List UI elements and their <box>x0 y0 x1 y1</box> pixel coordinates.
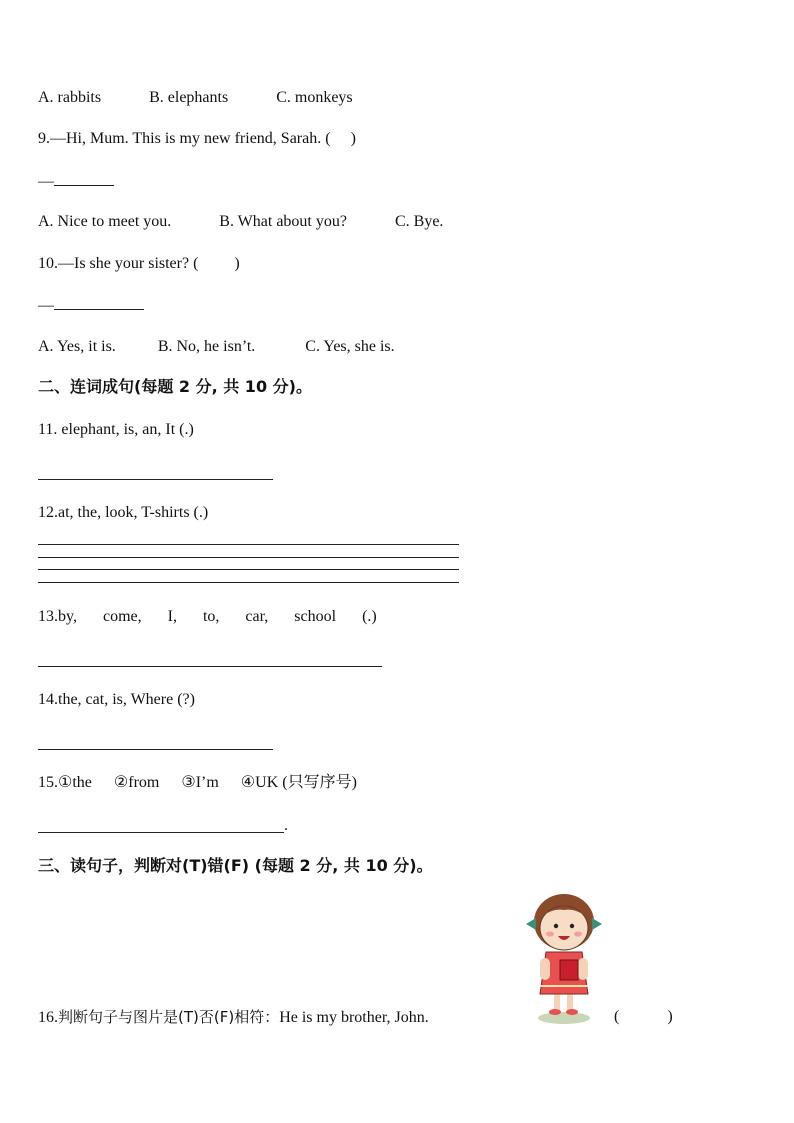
q12-prompt: 12.at, the, look, T-shirts (.) <box>38 504 209 521</box>
q16-answer-bracket[interactable]: ( ) <box>614 1008 673 1025</box>
q13-word-1: 13.by, <box>38 608 77 625</box>
q12-writing-line-1[interactable] <box>38 544 459 545</box>
q9-answer-line <box>38 171 114 192</box>
q13-answer-line[interactable] <box>38 666 382 667</box>
q16-number: 16. <box>38 1009 58 1026</box>
q14-answer-line[interactable] <box>38 749 273 750</box>
q10-answer-blank[interactable] <box>54 295 144 310</box>
q10-option-a[interactable]: A. Yes, it is. <box>38 338 116 355</box>
q12-writing-line-3[interactable] <box>38 569 459 570</box>
q16-instruction: 判断句子与图片是(T)否(F)相符： <box>58 1008 280 1026</box>
q13-word-7: (.) <box>362 608 377 625</box>
q9-answer-blank[interactable] <box>54 171 114 186</box>
q9-option-c[interactable]: C. Bye. <box>394 213 444 230</box>
q15-prompt <box>38 773 357 793</box>
q10-dash: — <box>38 297 54 314</box>
q9-option-a[interactable]: A. Nice to meet you. <box>38 213 172 230</box>
q10-option-c[interactable]: C. Yes, she is. <box>305 338 395 355</box>
q8-options <box>38 88 353 108</box>
q16-sentence: He is my brother, John. <box>279 1009 429 1026</box>
q10-answer-line <box>38 295 144 316</box>
q11-prompt: 11. elephant, is, an, It (.) <box>38 421 194 438</box>
q9-options <box>38 212 443 232</box>
q13-word-4: to, <box>202 608 220 625</box>
q13-word-6: school <box>294 608 337 625</box>
q9-dash: — <box>38 173 54 190</box>
q12-writing-line-4[interactable] <box>38 582 459 583</box>
q13-word-3: I, <box>167 608 177 625</box>
q12-writing-line-2[interactable] <box>38 557 459 558</box>
q13-word-5: car, <box>245 608 269 625</box>
q15-end-period: . <box>284 817 288 834</box>
q9-option-b[interactable]: B. What about you? <box>219 213 347 230</box>
section2-title: 二、连词成句(每题 2 分, 共 10 分)。 <box>38 377 312 396</box>
q13-prompt <box>38 607 377 627</box>
q10-option-b[interactable]: B. No, he isn’t. <box>157 338 256 355</box>
q10-stem: 10.—Is she your sister? ( ) <box>38 255 240 272</box>
q15-part-4: ④UK (只写序号) <box>240 774 357 791</box>
q13-word-2: come, <box>102 608 142 625</box>
section3-title: 三、读句子，判断对(T)错(F) (每题 2 分, 共 10 分)。 <box>38 856 433 875</box>
q15-part-3: ③I’m <box>181 774 219 791</box>
q11-answer-line[interactable] <box>38 479 273 480</box>
q15-part-1: 15.①the <box>38 774 92 791</box>
q8-option-a[interactable]: A. rabbits <box>38 89 102 106</box>
q8-option-b[interactable]: B. elephants <box>149 89 229 106</box>
q10-options <box>38 337 395 357</box>
girl-illustration <box>516 888 610 1026</box>
q8-option-c[interactable]: C. monkeys <box>276 89 353 106</box>
q9-stem: 9.—Hi, Mum. This is my new friend, Sarah. ( ) <box>38 130 356 147</box>
q15-answer-line[interactable] <box>38 832 284 833</box>
q14-prompt: 14.the, cat, is, Where (?) <box>38 691 195 708</box>
q16-prompt <box>38 1007 429 1028</box>
q15-part-2: ②from <box>113 774 160 791</box>
